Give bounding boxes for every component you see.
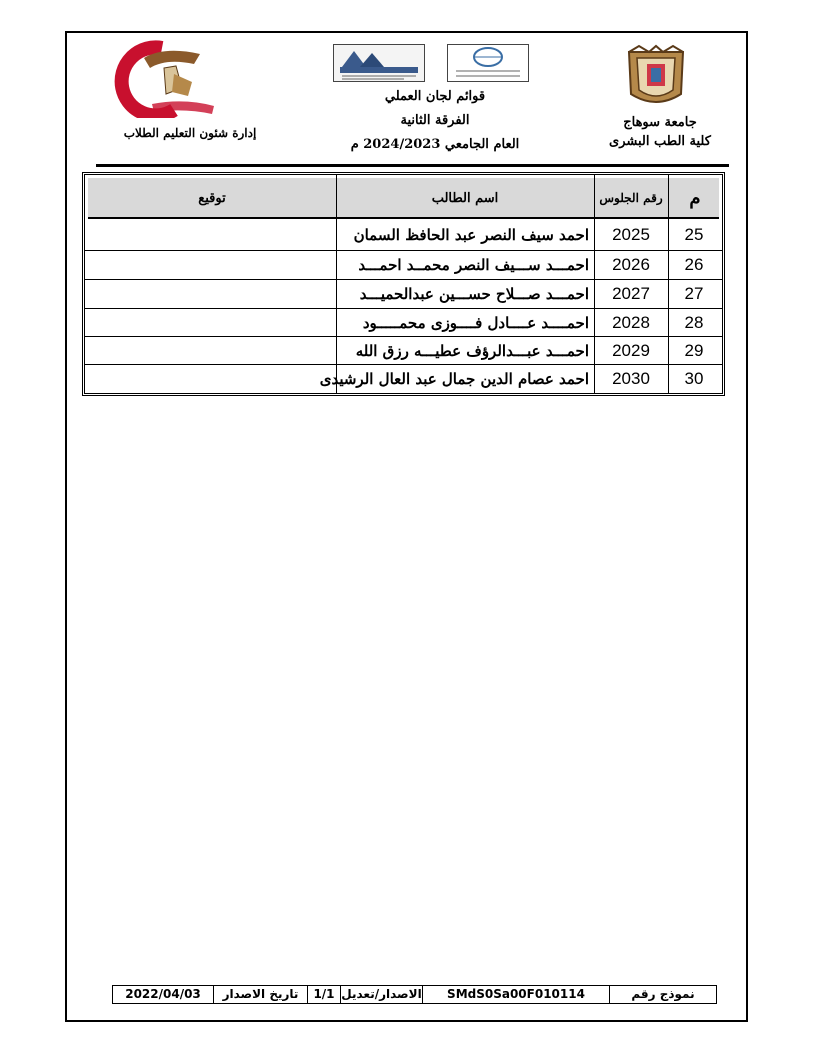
row-index: 25	[684, 225, 704, 244]
students-table	[82, 172, 725, 396]
document-title-block	[330, 85, 540, 157]
header-index: م	[689, 188, 701, 209]
row-student-name: احمد سيف النصر عبد الحافظ السمان	[353, 226, 589, 244]
department-name: إدارة شئون التعليم الطلاب	[123, 126, 257, 140]
header-seat-number: رقم الجلوس	[599, 191, 663, 205]
row-student-name: احمـــد صـــلاح حســـين عبدالحميـــد	[359, 285, 589, 303]
row-student-name: احمـــد عبـــدالرؤف عطيـــه رزق الله	[355, 342, 589, 360]
egac-accreditation-logo	[333, 44, 425, 82]
row-student-name: احمــــد عــــادل فــــوزى محمـــــود	[362, 314, 589, 332]
row-seat-number: 2029	[612, 341, 650, 360]
row-index: 26	[684, 255, 704, 274]
revision-value: 1/1	[313, 987, 335, 1001]
footer-divider	[340, 986, 341, 1003]
row-index: 27	[684, 284, 704, 303]
row-student-name: احمـــد ســـيف النصر محمــد احمـــد	[358, 256, 589, 274]
row-index: 28	[684, 313, 704, 332]
faculty-emblem-logo	[104, 38, 224, 118]
issue-date-label: تاريخ الاصدار	[222, 987, 299, 1001]
footer-divider	[213, 986, 214, 1003]
row-seat-number: 2028	[612, 313, 650, 332]
header-divider	[96, 164, 729, 167]
header-student-name: اسم الطالب	[431, 191, 499, 206]
row-seat-number: 2026	[612, 255, 650, 274]
university-seal-logo	[625, 44, 687, 110]
row-seat-number: 2025	[612, 225, 650, 244]
form-number-value: SMdS0Sa00F010114	[447, 987, 585, 1001]
footer-divider	[609, 986, 610, 1003]
footer-divider	[422, 986, 423, 1003]
row-index: 29	[684, 341, 704, 360]
table-row	[88, 221, 719, 249]
form-info-footer	[112, 985, 717, 1004]
form-number-label: نموذج رقم	[631, 987, 695, 1001]
table-row	[88, 365, 719, 393]
revision-label: الاصدار/تعديل	[341, 987, 422, 1001]
table-row	[88, 251, 719, 279]
university-name-block	[605, 113, 715, 151]
row-student-name: احمد عصام الدين جمال عبد العال الرشيدى	[319, 370, 589, 388]
header-signature: توقيع	[198, 191, 226, 206]
university-name: جامعة سوهاج	[623, 115, 697, 130]
academic-year: العام الجامعي 2024/2023 م	[350, 137, 520, 152]
table-row	[88, 337, 719, 365]
row-seat-number: 2030	[612, 369, 650, 388]
table-header	[88, 178, 719, 219]
faculty-name: كلية الطب البشرى	[609, 134, 711, 149]
document-title: قوائم لجان العملي	[384, 89, 486, 104]
footer-divider	[307, 986, 308, 1003]
iso-certification-logo	[447, 44, 529, 82]
class-year: الفرقة الثانية	[400, 113, 470, 128]
issue-date-value: 2022/04/03	[125, 987, 201, 1001]
table-row	[88, 280, 719, 308]
row-seat-number: 2027	[612, 284, 650, 303]
table-row	[88, 309, 719, 337]
row-index: 30	[684, 369, 704, 388]
